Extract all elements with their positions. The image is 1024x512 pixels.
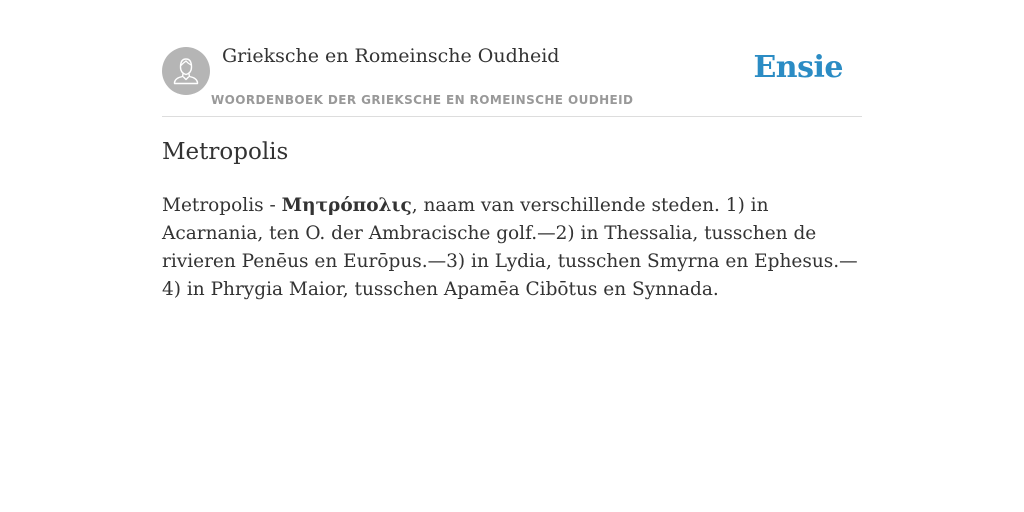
avatar[interactable]	[162, 47, 210, 95]
entry-term: Metropolis	[162, 195, 264, 216]
page-container	[162, 0, 862, 300]
greek-term: Μητρόπολις	[281, 195, 412, 216]
header	[162, 0, 862, 117]
ensie-logo[interactable]: Ensie	[753, 50, 843, 85]
entry-definition	[162, 192, 874, 304]
entry-title: Metropolis	[162, 139, 289, 165]
site-title[interactable]: Grieksche en Romeinsche Oudheid	[222, 45, 560, 67]
entry-separator: -	[263, 195, 282, 216]
user-icon	[162, 47, 210, 95]
definition-text: , naam van verschillende steden. 1) in Acarnania, ten O. der Ambracische golf.—2) in Thessalia, tusschen de rivieren Penēus en Eurōpus.—3) in Lydia, tusschen Smyrna en Ephesus.—4) in Phrygia Maior, tusschen Apamēa Cibōtus en Synnada.	[162, 195, 858, 300]
site-subtitle[interactable]: WOORDENBOEK DER GRIEKSCHE EN ROMEINSCHE OUDHEID	[211, 93, 634, 107]
